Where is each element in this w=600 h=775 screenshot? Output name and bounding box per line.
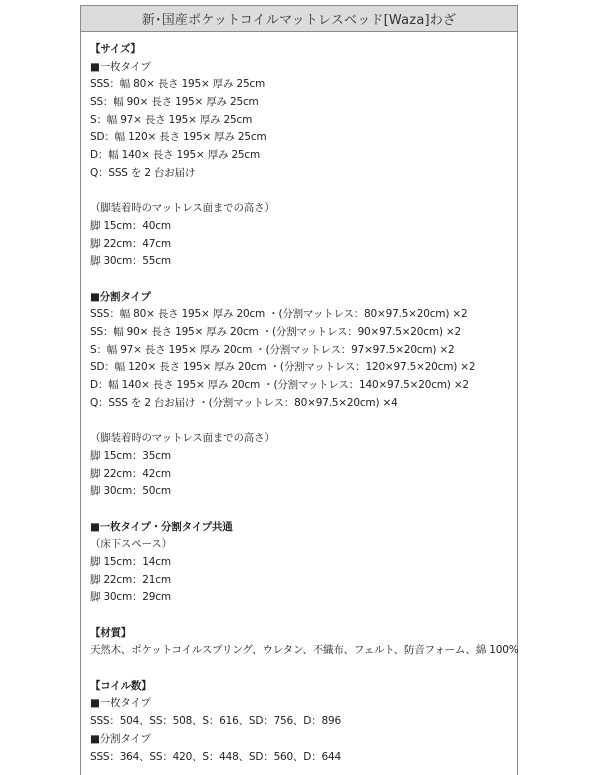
spec-line: S：幅 97× 長さ 195× 厚み 20cm ・(分割マットレス：97×97.5×20cm) ×2 xyxy=(90,343,455,356)
spec-line: 天然木、ポケットコイルスプリング、ウレタン、不織布、フェルト、防音フォーム、綿 100% xyxy=(90,644,519,657)
spec-line: 脚 22cm：47cm xyxy=(90,237,171,250)
section-heading: 【材質】 xyxy=(90,626,132,639)
spec-line: SSS：幅 80× 長さ 195× 厚み 20cm ・(分割マットレス：80×97.5×20cm) ×2 xyxy=(90,308,468,321)
spec-line: D：幅 140× 長さ 195× 厚み 25cm xyxy=(90,149,261,162)
spec-line: S：幅 97× 長さ 195× 厚み 25cm xyxy=(90,113,253,126)
spec-panel xyxy=(80,5,518,775)
spec-line: （脚装着時のマットレス面までの高さ） xyxy=(90,202,275,215)
spec-line: SS：幅 90× 長さ 195× 厚み 25cm xyxy=(90,96,259,109)
section-gap xyxy=(90,660,517,678)
spec-line: 脚 15cm：40cm xyxy=(90,219,171,232)
spec-line: Q：SSS を 2 台お届け ・(分割マットレス：80×97.5×20cm) ×4 xyxy=(90,396,398,409)
section-heading: 【サイズ】 xyxy=(90,43,141,55)
spec-line: 脚 22cm：42cm xyxy=(90,467,171,480)
section-gap xyxy=(90,412,517,430)
spec-line: 脚 30cm：55cm xyxy=(90,255,171,268)
spec-line: 脚 15cm：35cm xyxy=(90,449,171,462)
spec-line: SSS：504、SS：508、S：616、SD：756、D：896 xyxy=(90,715,341,728)
section-gap xyxy=(90,607,517,625)
spec-content xyxy=(81,32,517,766)
spec-line: SD：幅 120× 長さ 195× 厚み 20cm ・(分割マットレス：120×97.5×20cm) ×2 xyxy=(90,361,476,374)
section-heading: 【コイル数】 xyxy=(90,679,152,692)
spec-line: （床下スペース） xyxy=(90,538,172,551)
spec-line: 脚 22cm：21cm xyxy=(90,573,171,586)
spec-line: 脚 30cm：29cm xyxy=(90,591,171,604)
spec-line: SSS：364、SS：420、S：448、SD：560、D：644 xyxy=(90,750,341,763)
section-gap xyxy=(90,271,517,289)
spec-line: ■一枚タイプ xyxy=(90,697,151,710)
spec-line: SS：幅 90× 長さ 195× 厚み 20cm ・(分割マットレス：90×97.5×20cm) ×2 xyxy=(90,326,461,338)
spec-line: 脚 15cm：14cm xyxy=(90,555,171,568)
spec-line: Q：SSS を 2 台お届け xyxy=(90,166,196,179)
spec-line: 脚 30cm：50cm xyxy=(90,485,171,498)
spec-line: ■一枚タイプ xyxy=(90,60,151,73)
panel-title: 新･国産ポケットコイルマットレスベッド[Waza]わざ xyxy=(81,6,517,32)
spec-line: ■分割タイプ xyxy=(90,732,151,745)
section-gap xyxy=(90,183,517,201)
section-heading: ■分割タイプ xyxy=(90,290,151,303)
spec-line: （脚装着時のマットレス面までの高さ） xyxy=(90,432,275,445)
spec-line: SSS：幅 80× 長さ 195× 厚み 25cm xyxy=(90,78,266,91)
spec-line: D：幅 140× 長さ 195× 厚み 20cm ・(分割マットレス：140×97.5×20cm) ×2 xyxy=(90,379,469,392)
section-gap xyxy=(90,501,517,519)
section-heading: ■一枚タイプ・分割タイプ共通 xyxy=(90,520,233,533)
spec-line: SD：幅 120× 長さ 195× 厚み 25cm xyxy=(90,131,267,144)
